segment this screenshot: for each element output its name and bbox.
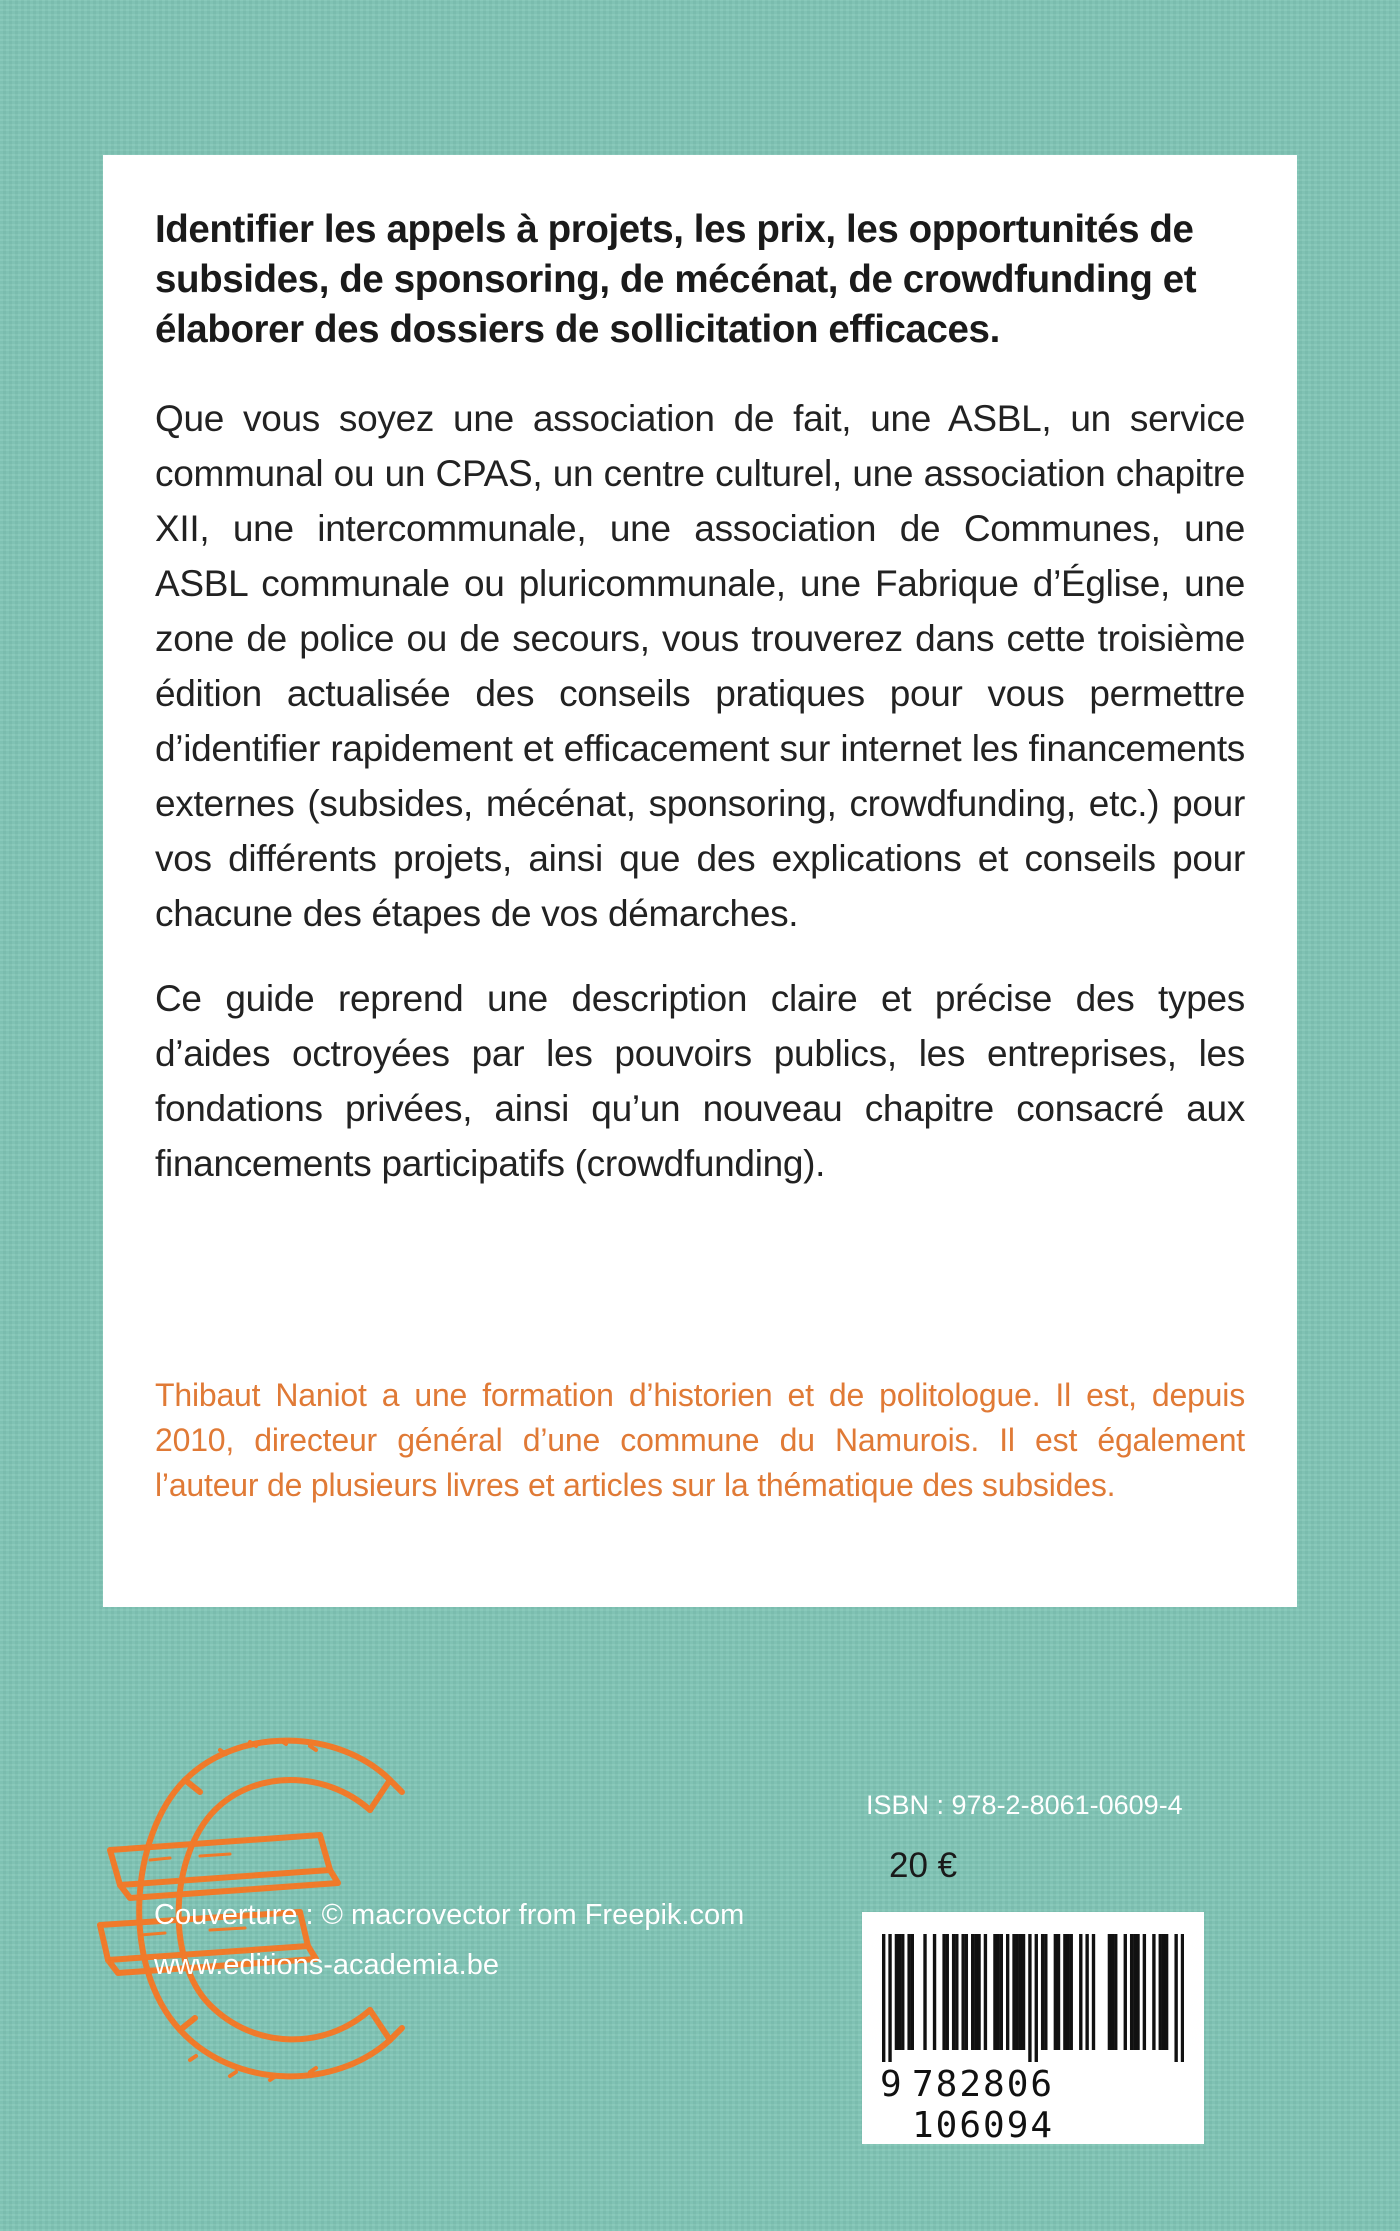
barcode-bar: [965, 1934, 968, 2050]
barcode-bar: [1136, 1934, 1139, 2050]
barcode-bar: [1066, 1934, 1069, 2050]
barcode-bar: [1000, 1934, 1003, 2050]
barcode-digits: 782806 106094: [912, 2064, 1055, 2146]
barcode-bar: [1162, 1934, 1165, 2050]
barcode: [862, 1912, 1204, 2144]
barcode-bar: [1044, 1934, 1047, 2050]
barcode-bar: [1152, 1934, 1155, 2050]
barcode-bar: [1111, 1934, 1114, 2050]
barcode-bar: [1054, 1934, 1057, 2050]
barcode-bar: [882, 1934, 885, 2062]
barcode-bar: [955, 1934, 958, 2050]
barcode-bar: [1108, 1934, 1111, 2050]
barcode-bar: [984, 1934, 987, 2050]
barcode-bar: [1174, 1934, 1177, 2062]
barcode-bar: [911, 1934, 914, 2050]
barcode-bar: [933, 1934, 936, 2050]
barcode-bar: [1019, 1934, 1022, 2050]
credits-block: [154, 1890, 744, 1990]
barcode-bar: [1028, 1934, 1031, 2062]
barcode-bar: [1085, 1934, 1088, 2050]
description-paragraph-1: Que vous soyez une association de fait, une ASBL, un service communal ou un CPAS, un centre culturel, une association chapitre XII, une intercommunale, une association de Communes, une ASBL communale ou pluricommunale, une Fabrique d’Église, une zone de police ou de secours, vous trouverez dans cette troisième édition actualisée des conseils pratiques pour vous permettre d’identifier rapidement et efficacement sur internet les financements externes (subsides, mécénat, sponsoring, crowdfunding, etc.) pour vos différents projets, ainsi que des explications et conseils pour chacune des étapes de vos démarches.: [155, 398, 1245, 934]
barcode-bar: [1143, 1934, 1146, 2050]
price-label: 20 €: [889, 1846, 958, 1885]
barcode-bar: [1012, 1934, 1015, 2050]
cover-credit: Couverture : © macrovector from Freepik.com: [154, 1899, 745, 1931]
barcode-bar: [952, 1934, 955, 2050]
barcode-bar: [1057, 1934, 1060, 2050]
barcode-bar: [898, 1934, 901, 2050]
barcode-bar: [996, 1934, 999, 2050]
barcode-bar: [901, 1934, 904, 2050]
barcode-bar: [1114, 1934, 1117, 2050]
author-bio: Thibaut Naniot a une formation d’historien et de politologue. Il est, depuis 2010, directeur général d’une commune du Namurois. Il est également l’auteur de plusieurs livres et articles sur la thématique des subsides.: [155, 1377, 1245, 1503]
barcode-bar: [942, 1934, 945, 2050]
barcode-bar: [1181, 1934, 1184, 2062]
barcode-bar: [971, 1934, 974, 2050]
barcode-bars: [882, 1934, 1184, 2062]
lead-summary: Identifier les appels à projets, les prix, les opportunités de subsides, de sponsoring, de mécénat, de crowdfunding et élaborer des dossiers de sollicitation efficaces.: [155, 208, 1197, 351]
barcode-first-digit: 9: [880, 2064, 902, 2105]
barcode-bar: [1063, 1934, 1066, 2050]
barcode-bar: [1092, 1934, 1095, 2050]
publisher-website[interactable]: www.editions-academia.be: [154, 1949, 499, 1981]
barcode-bar: [1165, 1934, 1168, 2050]
barcode-bar: [1079, 1934, 1082, 2050]
description-paragraph-2: Ce guide reprend une description claire et précise des types d’aides octroyées par les pouvoirs publics, les entreprises, les fondations privées, ainsi qu’un nouveau chapitre consacré aux financements participatifs (crowdfunding).: [155, 978, 1245, 1184]
barcode-bar: [1130, 1934, 1133, 2050]
barcode-bar: [1022, 1934, 1025, 2050]
barcode-bar: [1133, 1934, 1136, 2050]
back-cover-text-panel: [103, 155, 1297, 1607]
barcode-bar: [1016, 1934, 1019, 2050]
barcode-bar: [895, 1934, 898, 2050]
barcode-bar: [923, 1934, 926, 2050]
barcode-bar: [1124, 1934, 1127, 2050]
barcode-bar: [961, 1934, 964, 2050]
barcode-bar: [1035, 1934, 1038, 2062]
barcode-bar: [1070, 1934, 1073, 2050]
barcode-bar: [888, 1934, 891, 2062]
barcode-bar: [1006, 1934, 1009, 2050]
barcode-bar: [907, 1934, 910, 2050]
barcode-bar: [1041, 1934, 1044, 2050]
barcode-bar: [993, 1934, 996, 2050]
barcode-bar: [946, 1934, 949, 2050]
barcode-bar: [977, 1934, 980, 2050]
barcode-bar: [974, 1934, 977, 2050]
barcode-bar: [1159, 1934, 1162, 2050]
isbn-label: ISBN : 978-2-8061-0609-4: [866, 1790, 1183, 1820]
